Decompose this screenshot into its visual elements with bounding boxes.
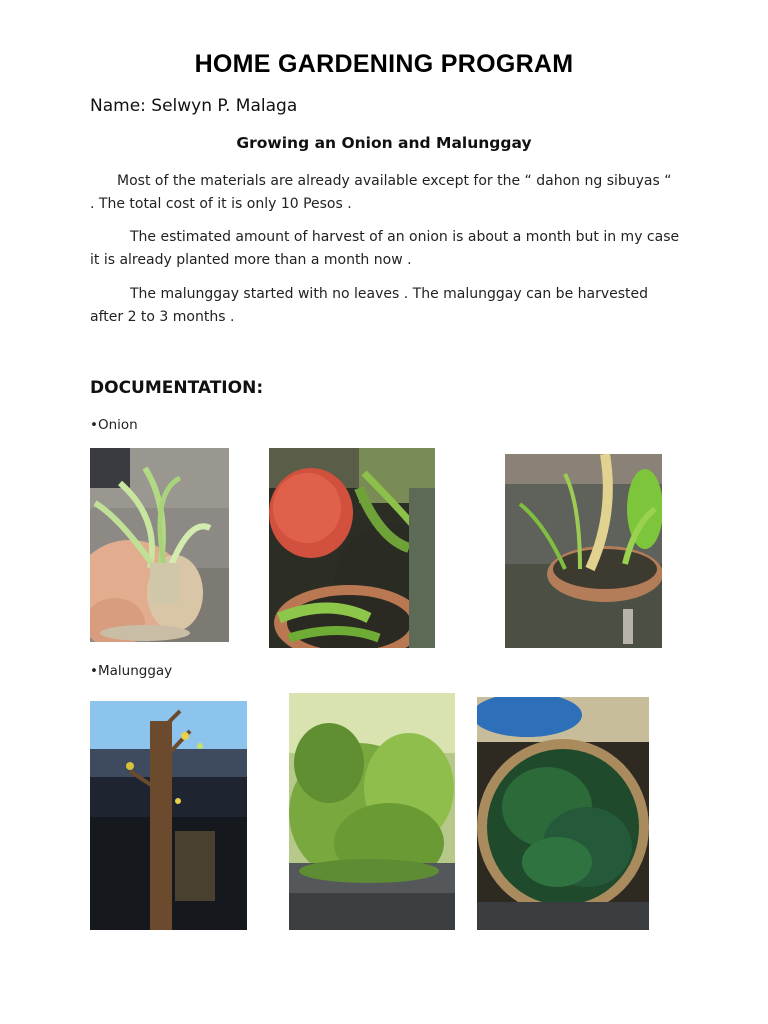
paragraph-text: The estimated amount of harvest of an onion is about a month but in my case it is already planted more than a month now . [90,229,680,268]
onion-hand-photo [90,448,229,642]
paragraph-text: Most of the materials are already available except for the “ dahon ng sibuyas “ . The total cost of it is only 10 Pesos . [90,173,672,212]
malunggay-tree-photo [289,693,455,930]
malunggay-section-label: •Malunggay [90,663,173,679]
paragraph-malunggay-harvest [90,283,680,329]
paragraph-materials [90,170,680,216]
documentation-heading: DOCUMENTATION: [90,378,264,398]
malunggay-stem-photo [90,701,247,930]
document-subtitle: Growing an Onion and Malunggay [236,134,532,152]
onion-pot-photo [505,454,662,648]
paragraph-text: The malunggay started with no leaves . The malunggay can be harvested after 2 to 3 months . [90,286,649,325]
onion-pots-photo [269,448,435,648]
malunggay-leaves-basket-photo [477,697,649,930]
onion-section-label: •Onion [90,417,138,433]
paragraph-onion-harvest [90,226,680,272]
document-title: HOME GARDENING PROGRAM [194,50,574,78]
author-name: Name: Selwyn P. Malaga [90,96,298,116]
